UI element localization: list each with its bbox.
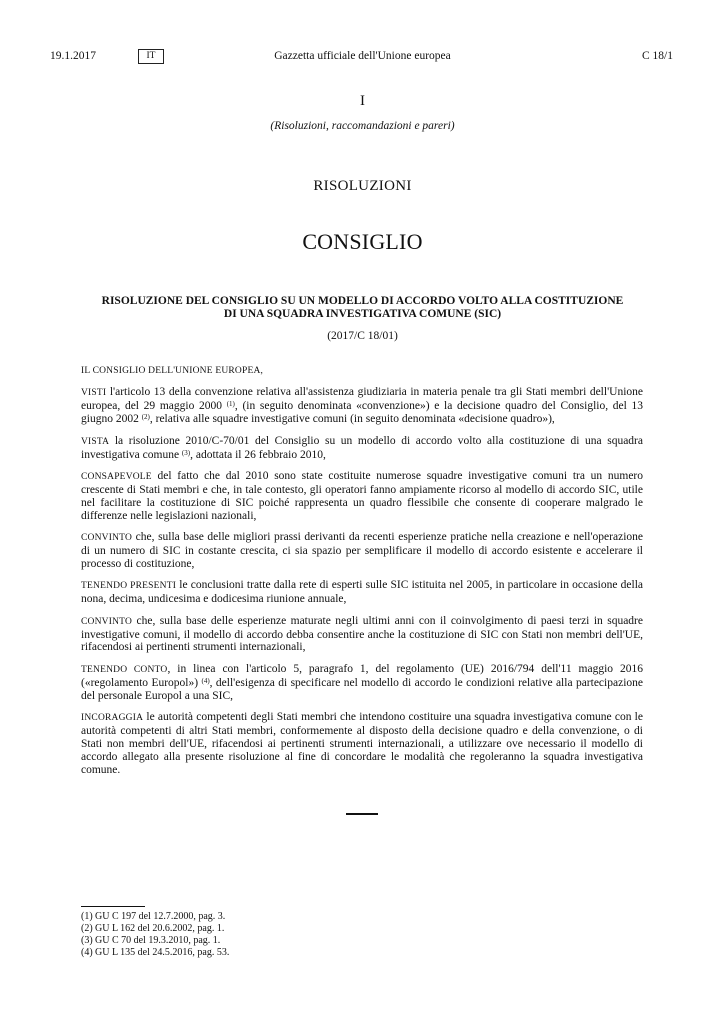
recital-text: la risoluzione 2010/C-70/01 del Consiglio su un modello di accordo volto alla costituzione di una squadra investigativa comune [81, 434, 643, 461]
recital-text: , dell'esigenza di specificare nel modello di accordo le condizioni relative alla partecipazione del personale Europol a una SIC, [81, 676, 643, 702]
publication-date: 19.1.2017 [50, 50, 96, 62]
recital-paragraph [81, 663, 643, 703]
resolution-body [81, 364, 643, 785]
footnotes [81, 911, 229, 959]
recital-lead: CONSAPEVOLE [81, 471, 152, 482]
language-badge: IT [138, 49, 164, 64]
footnote [81, 911, 229, 923]
document-title-line: DI UNA SQUADRA INVESTIGATIVA COMUNE (SIC) [223, 308, 502, 320]
footnote-rule [81, 906, 145, 907]
recital-lead: VISTA [81, 436, 110, 447]
recital-text: , (in seguito denominata «convenzione») e la decisione quadro del Consiglio, del 13 giugno 2002 [81, 400, 643, 426]
recital-paragraph [81, 435, 643, 462]
footnote-mark: (4) [81, 947, 93, 958]
recital-lead: TENENDO PRESENTI [81, 581, 177, 592]
footnote-text[interactable]: GU L 135 del 24.5.2016, pag. 53. [95, 947, 230, 958]
footnote [81, 935, 229, 947]
document-reference: (2017/C 18/01) [327, 330, 398, 342]
opening-text: IL CONSIGLIO DELL'UNIONE EUROPEA, [81, 366, 264, 376]
end-separator [346, 813, 378, 815]
recital-paragraph [81, 470, 643, 523]
section-number: I [360, 93, 365, 109]
opening-line [81, 364, 643, 378]
footnote-text[interactable]: GU C 70 del 19.3.2010, pag. 1. [95, 935, 221, 946]
page-header [0, 50, 725, 66]
footnote-ref[interactable]: (3) [181, 448, 191, 457]
recital-text: l'articolo 13 della convenzione relativa all'assistenza giudiziaria in materia penale tra gli Stati membri dell'Unione europea, del 29 maggio 2000 [81, 386, 643, 413]
recital-text: le conclusioni tratte dalla rete di esperti sulle SIC istituita nel 2005, in particolare in occasione della nona, decima, undicesima e dodicesima riunione annuale, [81, 579, 644, 606]
recital-lead: TENENDO CONTO [81, 664, 168, 675]
operative-lead: INCORAGGIA [81, 713, 144, 724]
recital-text: , adottata il 26 febbraio 2010, [190, 448, 326, 461]
recital-text: che, sulla base delle migliori prassi derivanti da recenti esperienze pratiche nella creazione e nell'operazione di un numero di SIC in costante crescita, ci sia spazio per semplificare il modello di accordo esistente e accelerare il processo di costituzione, [81, 531, 643, 570]
recital-text: , in linea con l'articolo 5, paragrafo 1, del regolamento (UE) 2016/794 dell'11 maggio 2016 («regolamento Europol») [81, 662, 643, 689]
section-subtitle: (Risoluzioni, raccomandazioni e pareri) [270, 120, 455, 132]
footnote-text[interactable]: GU L 162 del 20.6.2002, pag. 1. [95, 923, 225, 934]
footnote-mark: (1) [81, 911, 93, 922]
institution-heading: CONSIGLIO [302, 229, 423, 254]
recital-text: , relativa alle squadre investigative comuni (in seguito denominata «decisione quadro»), [149, 413, 555, 426]
operative-text: le autorità competenti degli Stati membri che intendono costituire una squadra investigativa comune con le autorità competenti di altri Stati membri, conformemente al disposto della decisione quadro e della convenzione, o di Stati non membri dell'UE, rifacendosi ai pertinenti strumenti internazionali, a utilizzare ove necessario il modello di accordo allegato alla presente risoluzione al fine di concordare le modalità che regoleranno la squadra investigativa comune. [81, 711, 643, 776]
recital-paragraph [81, 615, 643, 655]
category-heading: RISOLUZIONI [313, 178, 412, 194]
recital-lead: CONVINTO [81, 533, 133, 544]
recital-paragraph [81, 579, 643, 606]
page-reference: C 18/1 [642, 50, 673, 62]
recital-text: che, sulla base delle esperienze maturate negli ultimi anni con il coinvolgimento di paesi terzi in squadre investigative comuni, il modello di accordo debba consentire anche la costituzione di SIC con Stati non membri dell'UE, rifacendosi ai pertinenti strumenti internazionali, [81, 614, 643, 654]
footnote-mark: (3) [81, 935, 93, 946]
footnote [81, 923, 229, 935]
document-title-line: RISOLUZIONE DEL CONSIGLIO SU UN MODELLO DI ACCORDO VOLTO ALLA COSTITUZIONE [101, 295, 624, 307]
footnote [81, 947, 229, 959]
recital-text: del fatto che dal 2010 sono state costituite numerose squadre investigative comuni tra un numero crescente di Stati membri e che, in tale contesto, gli operatori fanno ampiamente ricorso al modello di accordo SIC, utile nel facilitare la costituzione di SIC poiché rappresenta un quadro flessibile che consente di cooperare malgrado le differenze nelle legislazioni nazionali, [81, 469, 643, 522]
recital-lead: CONVINTO [81, 616, 133, 627]
footnote-ref[interactable]: (1) [226, 400, 235, 409]
footnote-ref[interactable]: (2) [141, 413, 150, 422]
recital-paragraph [81, 531, 643, 571]
publication-title: Gazzetta ufficiale dell'Unione europea [274, 50, 451, 62]
footnote-text[interactable]: GU C 197 del 12.7.2000, pag. 3. [95, 911, 226, 922]
footnote-mark: (2) [81, 923, 93, 934]
footnote-ref[interactable]: (4) [201, 676, 210, 685]
recital-lead: VISTI [81, 388, 107, 399]
recital-paragraph [81, 386, 643, 426]
document-title [0, 295, 725, 321]
operative-paragraph [81, 711, 643, 777]
